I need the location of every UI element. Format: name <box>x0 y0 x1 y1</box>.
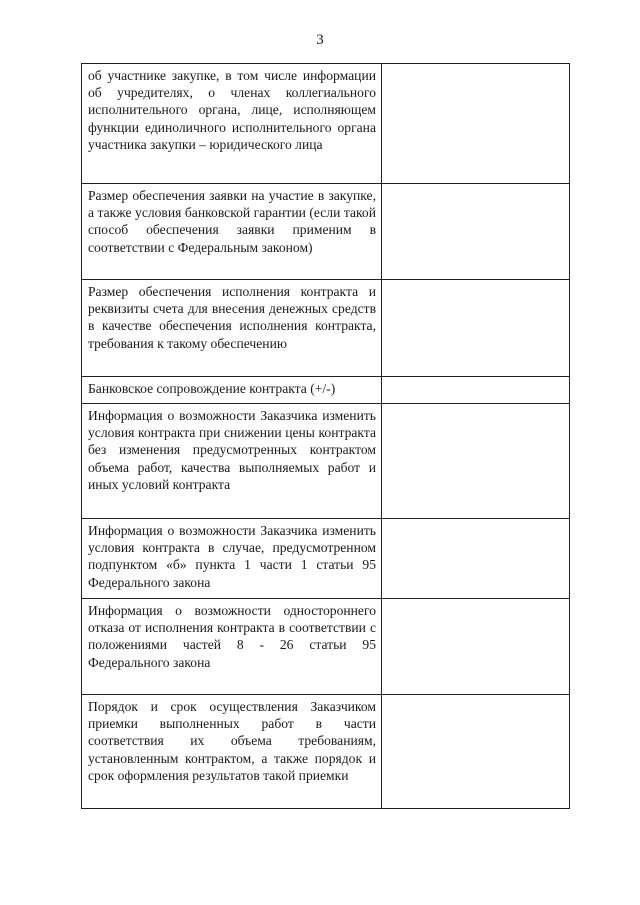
table-row <box>82 695 570 809</box>
row-label: Информация о возможности Заказчика изменить условия контракта при снижении цены контракта без изменения предусмотренных контрактом объема работ, качества выполняемых работ и иных условий контракта <box>88 408 376 492</box>
table-row <box>82 280 570 377</box>
row-label-cell <box>82 280 382 377</box>
page-number: 3 <box>316 32 324 48</box>
row-label: Размер обеспечения исполнения контракта и реквизиты счета для внесения денежных средств в качестве обеспечения исполнения контракта, требования к такому обеспечению <box>88 284 376 351</box>
row-value-cell <box>382 377 570 404</box>
row-label-cell <box>82 184 382 280</box>
row-label-cell <box>82 519 382 599</box>
row-label: Банковское сопровождение контракта (+/-) <box>88 381 336 396</box>
table-row <box>82 519 570 599</box>
row-label-cell <box>82 377 382 404</box>
row-label: Порядок и срок осуществления Заказчиком приемки выполненных работ в части соответствия их объема требованиям, установленным контрактом, а также порядок и срок оформления результатов такой приемки <box>88 699 376 783</box>
procurement-info-table <box>81 63 570 809</box>
row-value-cell <box>382 599 570 695</box>
row-label-cell <box>82 64 382 184</box>
row-label-cell <box>82 599 382 695</box>
row-value-cell <box>382 64 570 184</box>
table-row <box>82 377 570 404</box>
row-value-cell <box>382 280 570 377</box>
table-row <box>82 64 570 184</box>
table-row <box>82 184 570 280</box>
row-value-cell <box>382 519 570 599</box>
row-value-cell <box>382 184 570 280</box>
row-label: Информация о возможности одностороннего отказа от исполнения контракта в соответствии с положениями частей 8 - 26 статьи 95 Федерального закона <box>88 603 376 670</box>
row-value-cell <box>382 404 570 519</box>
row-label-cell <box>82 695 382 809</box>
row-label: об участнике закупке, в том числе информации об учредителях, о членах коллегиального исполнительного органа, лице, исполняющем функции единоличного исполнительного органа участника закупки – юридического лица <box>88 68 376 152</box>
table-row <box>82 404 570 519</box>
row-label: Размер обеспечения заявки на участие в закупке, а также условия банковской гарантии (если такой способ обеспечения заявки применим в соответствии с Федеральным законом) <box>88 188 376 255</box>
row-label-cell <box>82 404 382 519</box>
table-row <box>82 599 570 695</box>
row-value-cell <box>382 695 570 809</box>
row-label: Информация о возможности Заказчика изменить условия контракта в случае, предусмотренном подпунктом «б» пункта 1 части 1 статьи 95 Федерального закона <box>88 523 376 590</box>
